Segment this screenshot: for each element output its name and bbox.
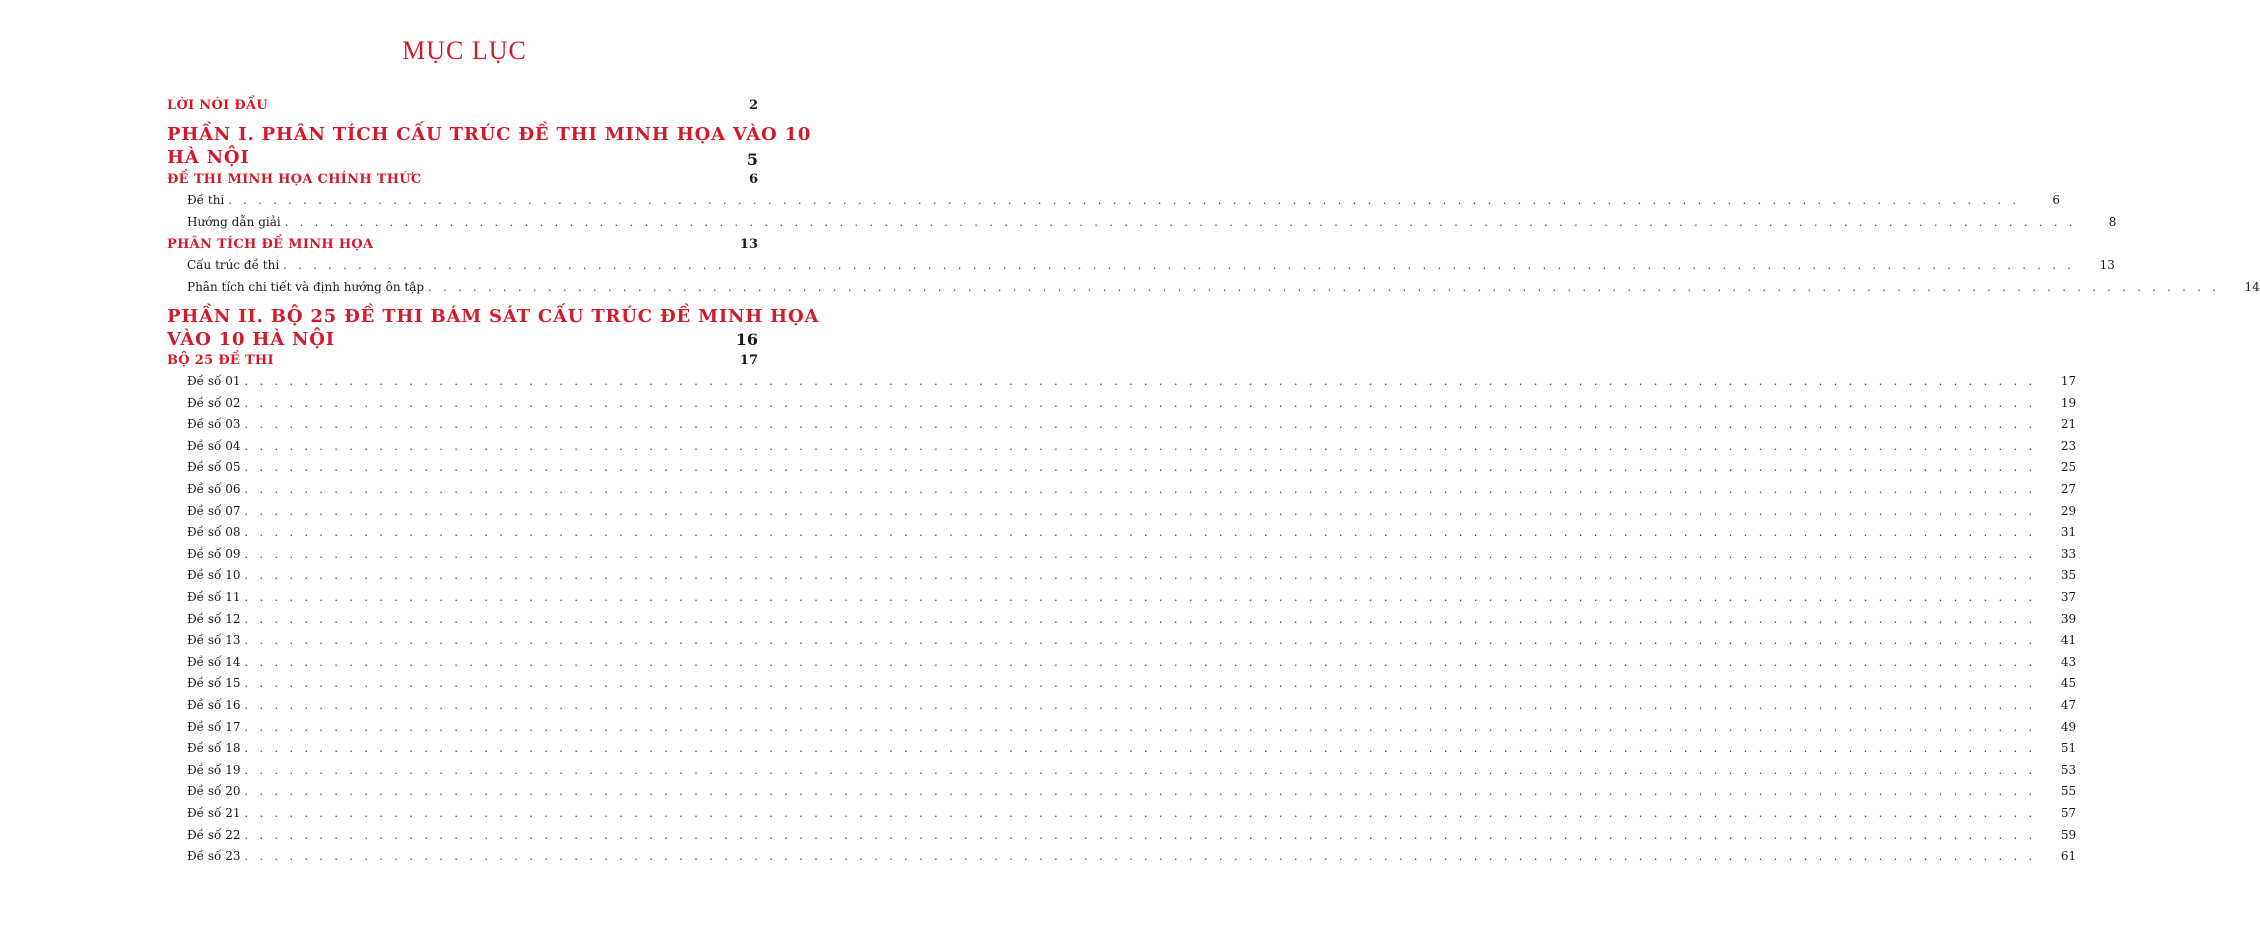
- toc-entry-label: Đề số 06: [187, 482, 241, 496]
- dot-leader: . . . . . . . . . . . . . . . . . . . . . . . . . . . . . . . . . . . . . . . . . . . . . . . . . . . . . . . . . . . . . . . . . . . . . . . . . . . . . . . . . . . . . . . . . . . . . . . . . . . . . . . . . . . . . . . . . . . . . . . .: [244, 850, 2037, 864]
- dot-leader: . . . . . . . . . . . . . . . . . . . . . . . . . . . . . . . . . . . . . . . . . . . . . . . . . . . . . . . . . . . . . . . . . . . . . . . . . . . . . . . . . . . . . . . . . . . . . . . . . . . . . . . . . . . . . . . . . . . . . . . .: [428, 280, 2220, 294]
- toc-section-page: 17: [739, 353, 758, 368]
- dot-leader: . . . . . . . . . . . . . . . . . . . . . . . . . . . . . . . . . . . . . . . . . . . . . . . . . . . . . . . . . . . . . . . . . . . . . . . . . . . . . . . . . . . . . . . . . . . . . . . . . . . . . . . . . . . . . . . . . . . . . . . .: [244, 461, 2037, 475]
- toc-entry[interactable]: [187, 525, 2077, 543]
- dot-leader: . . . . . . . . . . . . . . . . . . . . . . . . . . . . . . . . . . . . . . . . . . . . . . . . . . . . . . . . . . . . . . . . . . . . . . . . . . . . . . . . . . . . . . . . . . . . . . . . . . . . . . . . . . . . . . . . . . . . . . . .: [244, 742, 2037, 756]
- toc-entry[interactable]: [187, 611, 2077, 630]
- toc-entry-label: Đề số 09: [187, 546, 241, 561]
- toc-entry[interactable]: [187, 698, 2077, 716]
- toc-section-label: PHÂN TÍCH ĐỀ MINH HỌA: [167, 237, 374, 252]
- dot-leader: . . . . . . . . . . . . . . . . . . . . . . . . . . . . . . . . . . . . . . . . . . . . . . . . . . . . . . . . . . . . . . . . . . . . . . . . . . . . . . . . . . . . . . . . . . . . . . . . . . . . . . . . . . . . . . . . . . . . . . . .: [244, 612, 2037, 626]
- toc-entry[interactable]: [187, 654, 2077, 673]
- toc-entry-label: Đề số 20: [187, 784, 241, 799]
- dot-leader: . . . . . . . . . . . . . . . . . . . . . . . . . . . . . . . . . . . . . . . . . . . . . . . . . . . . . . . . . . . . . . . . . . . . . . . . . . . . . . . . . . . . . . . . . . . . . . . . . . . . . . . . . . . . . . . . . . . . . . . .: [244, 828, 2037, 842]
- toc-entry[interactable]: [187, 827, 2077, 846]
- dot-leader: . . . . . . . . . . . . . . . . . . . . . . . . . . . . . . . . . . . . . . . . . . . . . . . . . . . . . . . . . . . . . . . . . . . . . . . . . . . . . . . . . . . . . . . . . . . . . . . . . . . . . . . . . . . . . . . . . . . . . . . .: [244, 699, 2037, 712]
- dot-leader: . . . . . . . . . . . . . . . . . . . . . . . . . . . . . . . . . . . . . . . . . . . . . . . . . . . . . . . . . . . . . . . . . . . . . . . . . . . . . . . . . . . . . . . . . . . . . . . . . . . . . . . . . . . . . . . . . . . . . . . .: [244, 504, 2037, 518]
- toc-entry-page: 6: [2052, 193, 2060, 207]
- dot-leader: . . . . . . . . . . . . . . . . . . . . . . . . . . . . . . . . . . . . . . . . . . . . . . . . . . . . . . . . . . . . . . . . . . . . . . . . . . . . . . . . . . . . . . . . . . . . . . . . . . . . . . . . . . . . . . . . . . . . . . . .: [244, 526, 2037, 540]
- toc-part-2-page: 16: [735, 330, 758, 349]
- dot-leader: . . . . . . . . . . . . . . . . . . . . . . . . . . . . . . . . . . . . . . . . . . . . . . . . . . . . . . . . . . . . . . . . . . . . . . . . . . . . . . . . . . . . . . . . . . . . . . . . . . . . . . . . . . . . . . . . . . . . . . . .: [244, 396, 2037, 410]
- toc-entry-label: Đề số 16: [187, 698, 241, 712]
- toc-entry-label: Đề số 05: [187, 460, 241, 475]
- toc-entry-label: Đề số 04: [187, 438, 241, 453]
- toc-entry-page: 61: [2060, 849, 2077, 864]
- toc-entry-page: 13: [2099, 258, 2115, 272]
- dot-leader: . . . . . . . . . . . . . . . . . . . . . . . . . . . . . . . . . . . . . . . . . . . . . . . . . . . . . . . . . . . . . . . . . . . . . . . . . . . . . . . . . . . . . . . . . . . . . . . . . . . . . . . . . . . . . . . . . . . . . . . .: [284, 215, 2077, 229]
- toc-part-1-line2: HÀ NỘI: [167, 147, 250, 168]
- toc-entry-page: 19: [2060, 395, 2077, 410]
- dot-leader: . . . . . . . . . . . . . . . . . . . . . . . . . . . . . . . . . . . . . . . . . . . . . . . . . . . . . . . . . . . . . . . . . . . . . . . . . . . . . . . . . . . . . . . . . . . . . . . . . . . . . . . . . . . . . . . . . . . . . . . .: [228, 194, 2020, 207]
- toc-part-1-page: 5: [746, 150, 758, 169]
- toc-entry-label: Đề số 15: [187, 676, 241, 691]
- toc-section-page: 13: [739, 237, 758, 252]
- toc-entry[interactable]: [187, 460, 2077, 478]
- toc-entry-page: 41: [2060, 633, 2077, 648]
- toc-entry[interactable]: [187, 482, 2077, 500]
- toc-part-2-line1: PHẦN II. BỘ 25 ĐỀ THI BÁM SÁT CẤU TRÚC ĐỀ MINH HỌA: [167, 306, 820, 327]
- toc-section-label: BỘ 25 ĐỀ THI: [167, 353, 274, 368]
- toc-entry-page: 25: [2060, 460, 2077, 475]
- dot-leader: . . . . . . . . . . . . . . . . . . . . . . . . . . . . . . . . . . . . . . . . . . . . . . . . . . . . . . . . . . . . . . . . . . . . . . . . . . . . . . . . . . . . . . . . . . . . . . . . . . . . . . . . . . . . . . . . . . . . . . . .: [244, 677, 2037, 691]
- toc-entry-label: Đề thi: [187, 193, 225, 207]
- toc-part-2-line2: VÀO 10 HÀ NỘI: [167, 329, 335, 350]
- toc-entry[interactable]: [187, 503, 2077, 522]
- toc-entry-label: Đề số 10: [187, 568, 241, 583]
- toc-entry-page: 33: [2060, 546, 2077, 561]
- toc-entry[interactable]: [187, 374, 2077, 392]
- toc-entry-page: 51: [2060, 741, 2077, 756]
- toc-entry-page: 47: [2060, 698, 2077, 712]
- toc-entry-page: 49: [2060, 719, 2077, 734]
- toc-entry-page: 14: [2244, 279, 2260, 294]
- toc-entry[interactable]: [187, 762, 2077, 781]
- toc-entry-label: Đề số 21: [187, 806, 241, 820]
- dot-leader: . . . . . . . . . . . . . . . . . . . . . . . . . . . . . . . . . . . . . . . . . . . . . . . . . . . . . . . . . . . . . . . . . . . . . . . . . . . . . . . . . . . . . . . . . . . . . . . . . . . . . . . . . . . . . . . . . . . . . . . .: [244, 655, 2037, 669]
- toc-entry-label: Đề số 07: [187, 503, 241, 518]
- toc-entry-page: 43: [2060, 654, 2077, 669]
- toc-entry-page: 57: [2060, 806, 2077, 820]
- dot-leader: . . . . . . . . . . . . . . . . . . . . . . . . . . . . . . . . . . . . . . . . . . . . . . . . . . . . . . . . . . . . . . . . . . . . . . . . . . . . . . . . . . . . . . . . . . . . . . . . . . . . . . . . . . . . . . . . . . . . . . . .: [244, 785, 2037, 799]
- dot-leader: . . . . . . . . . . . . . . . . . . . . . . . . . . . . . . . . . . . . . . . . . . . . . . . . . . . . . . . . . . . . . . . . . . . . . . . . . . . . . . . . . . . . . . . . . . . . . . . . . . . . . . . . . . . . . . . . . . . . . . . .: [244, 483, 2037, 496]
- dot-leader: . . . . . . . . . . . . . . . . . . . . . . . . . . . . . . . . . . . . . . . . . . . . . . . . . . . . . . . . . . . . . . . . . . . . . . . . . . . . . . . . . . . . . . . . . . . . . . . . . . . . . . . . . . . . . . . . . . . . . . . .: [244, 763, 2037, 777]
- toc-entry-page: 59: [2060, 827, 2077, 842]
- toc-entry[interactable]: [187, 546, 2077, 565]
- toc-entry[interactable]: [187, 741, 2077, 759]
- toc-entry-page: 27: [2060, 482, 2077, 496]
- toc-entry[interactable]: [187, 193, 2060, 211]
- toc-entry-label: Cấu trúc đề thi: [187, 258, 280, 272]
- toc-entry-label: Đề số 17: [187, 719, 241, 734]
- toc-entry-page: 45: [2060, 676, 2077, 691]
- toc-entry[interactable]: [187, 258, 2115, 276]
- dot-leader: . . . . . . . . . . . . . . . . . . . . . . . . . . . . . . . . . . . . . . . . . . . . . . . . . . . . . . . . . . . . . . . . . . . . . . . . . . . . . . . . . . . . . . . . . . . . . . . . . . . . . . . . . . . . . . . . . . . . . . . .: [283, 259, 2075, 272]
- toc-section-page: 6: [748, 172, 758, 187]
- toc-entry[interactable]: [187, 806, 2077, 824]
- toc-entry-label: Đề số 19: [187, 762, 241, 777]
- toc-entry[interactable]: [187, 395, 2077, 414]
- toc-entry[interactable]: [187, 784, 2077, 802]
- dot-leader: . . . . . . . . . . . . . . . . . . . . . . . . . . . . . . . . . . . . . . . . . . . . . . . . . . . . . . . . . . . . . . . . . . . . . . . . . . . . . . . . . . . . . . . . . . . . . . . . . . . . . . . . . . . . . . . . . . . . . . . .: [244, 439, 2037, 453]
- dot-leader: . . . . . . . . . . . . . . . . . . . . . . . . . . . . . . . . . . . . . . . . . . . . . . . . . . . . . . . . . . . . . . . . . . . . . . . . . . . . . . . . . . . . . . . . . . . . . . . . . . . . . . . . . . . . . . . . . . . . . . . .: [244, 591, 2037, 604]
- toc-entry[interactable]: [187, 633, 2077, 651]
- toc-entry-label: Phân tích chi tiết và định hướng ôn tập: [187, 279, 425, 294]
- toc-entry[interactable]: [187, 438, 2077, 457]
- toc-front-label: LỜI NÓI ĐẦU: [167, 98, 268, 113]
- toc-entry-label: Đề số 01: [187, 374, 241, 388]
- toc-entry[interactable]: [187, 676, 2077, 694]
- toc-entry-label: Đề số 12: [187, 611, 241, 626]
- toc-entry-page: 35: [2060, 568, 2077, 583]
- dot-leader: . . . . . . . . . . . . . . . . . . . . . . . . . . . . . . . . . . . . . . . . . . . . . . . . . . . . . . . . . . . . . . . . . . . . . . . . . . . . . . . . . . . . . . . . . . . . . . . . . . . . . . . . . . . . . . . . . . . . . . . .: [244, 720, 2037, 734]
- dot-leader: . . . . . . . . . . . . . . . . . . . . . . . . . . . . . . . . . . . . . . . . . . . . . . . . . . . . . . . . . . . . . . . . . . . . . . . . . . . . . . . . . . . . . . . . . . . . . . . . . . . . . . . . . . . . . . . . . . . . . . . .: [244, 807, 2037, 820]
- toc-entry-label: Đề số 22: [187, 827, 241, 842]
- dot-leader: . . . . . . . . . . . . . . . . . . . . . . . . . . . . . . . . . . . . . . . . . . . . . . . . . . . . . . . . . . . . . . . . . . . . . . . . . . . . . . . . . . . . . . . . . . . . . . . . . . . . . . . . . . . . . . . . . . . . . . . .: [244, 375, 2037, 388]
- toc-entry-page: 39: [2060, 611, 2077, 626]
- toc-entry-label: Đề số 18: [187, 741, 241, 756]
- toc-entry-page: 8: [2108, 214, 2117, 229]
- toc-entry-page: 21: [2060, 417, 2077, 432]
- toc-entry-page: 37: [2060, 590, 2077, 604]
- toc-entry-label: Đề số 14: [187, 654, 241, 669]
- toc-entry-label: Đề số 08: [187, 525, 241, 540]
- dot-leader: . . . . . . . . . . . . . . . . . . . . . . . . . . . . . . . . . . . . . . . . . . . . . . . . . . . . . . . . . . . . . . . . . . . . . . . . . . . . . . . . . . . . . . . . . . . . . . . . . . . . . . . . . . . . . . . . . . . . . . . .: [244, 418, 2037, 432]
- toc-entry-page: 23: [2060, 438, 2077, 453]
- page-title: MỤC LỤC: [402, 36, 527, 65]
- toc-section-label: ĐỀ THI MINH HỌA CHÍNH THỨC: [167, 172, 422, 187]
- toc-entry[interactable]: [187, 849, 2077, 867]
- toc-entry[interactable]: [187, 417, 2077, 435]
- toc-entry-label: Đề số 23: [187, 849, 241, 864]
- toc-entry-page: 31: [2060, 525, 2077, 540]
- toc-entry-label: Đề số 03: [187, 417, 241, 432]
- toc-front-page: 2: [748, 98, 758, 113]
- toc-entry-label: Đề số 11: [187, 590, 241, 604]
- toc-entry[interactable]: [187, 279, 2260, 298]
- toc-entry-label: Đề số 02: [187, 395, 241, 410]
- dot-leader: . . . . . . . . . . . . . . . . . . . . . . . . . . . . . . . . . . . . . . . . . . . . . . . . . . . . . . . . . . . . . . . . . . . . . . . . . . . . . . . . . . . . . . . . . . . . . . . . . . . . . . . . . . . . . . . . . . . . . . . .: [244, 547, 2037, 561]
- toc-entry-page: 17: [2060, 374, 2077, 388]
- toc-part-1-line1: PHẦN I. PHÂN TÍCH CẤU TRÚC ĐỀ THI MINH HỌA VÀO 10: [167, 124, 812, 145]
- toc-entry-page: 29: [2060, 503, 2077, 518]
- toc-entry-page: 53: [2060, 762, 2077, 777]
- toc-entry-label: Hướng dẫn giải: [187, 214, 281, 229]
- toc-entry[interactable]: [187, 719, 2077, 738]
- toc-entry-label: Đề số 13: [187, 633, 241, 648]
- toc-entry-page: 55: [2060, 784, 2077, 799]
- dot-leader: . . . . . . . . . . . . . . . . . . . . . . . . . . . . . . . . . . . . . . . . . . . . . . . . . . . . . . . . . . . . . . . . . . . . . . . . . . . . . . . . . . . . . . . . . . . . . . . . . . . . . . . . . . . . . . . . . . . . . . . .: [244, 634, 2037, 648]
- toc-entry[interactable]: [187, 590, 2077, 608]
- dot-leader: . . . . . . . . . . . . . . . . . . . . . . . . . . . . . . . . . . . . . . . . . . . . . . . . . . . . . . . . . . . . . . . . . . . . . . . . . . . . . . . . . . . . . . . . . . . . . . . . . . . . . . . . . . . . . . . . . . . . . . . .: [244, 569, 2037, 583]
- toc-entry[interactable]: [187, 568, 2077, 586]
- toc-entry[interactable]: [187, 214, 2117, 233]
